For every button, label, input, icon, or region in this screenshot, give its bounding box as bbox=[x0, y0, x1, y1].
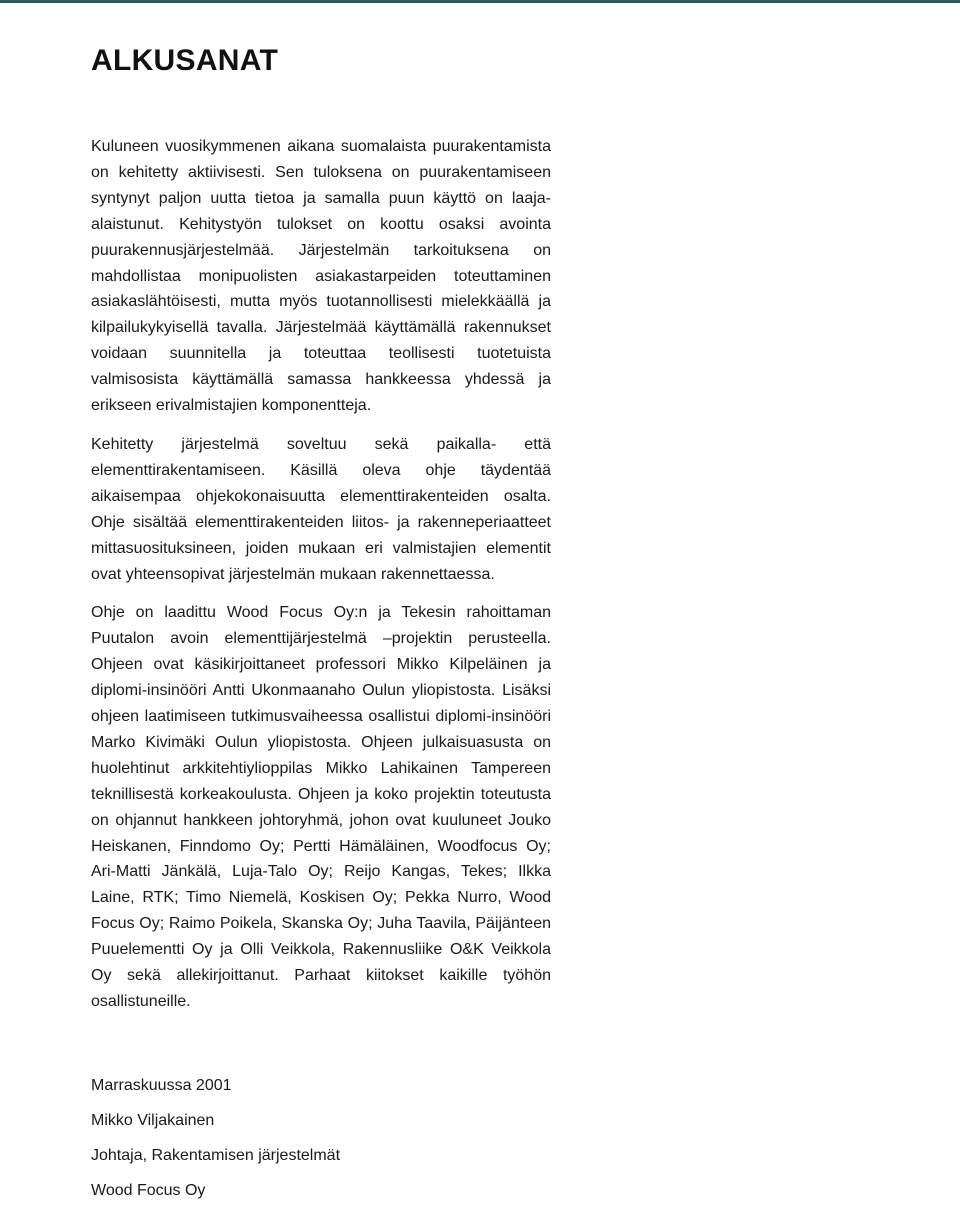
signature-block bbox=[91, 1075, 551, 1215]
paragraph-3: Ohje on laadittu Wood Focus Oy:n ja Tekesin rahoittaman Puutalon avoin elementtijärjestelmä –projektin perusteella. Ohjeen ovat käsikirjoittaneet professori Mikko Kilpeläinen ja diplomi-insinööri Antti Ukonmaanaho Oulun yliopistosta. Lisäksi ohjeen laatimiseen tutkimusvaiheessa osallistui diplomi-insinööri Marko Kivimäki Oulun yliopistosta. Ohjeen julkaisuasusta on huolehtinut arkkitehtiylioppilas Mikko Lahikainen Tampereen teknillisestä korkeakoulusta. Ohjeen ja koko projektin toteutusta on ohjannut hankkeen johtoryhmä, johon ovat kuuluneet Jouko Heiskanen, Finndomo Oy; Pertti Hämäläinen, Woodfocus Oy; Ari-Matti Jänkälä, Luja-Talo Oy; Reijo Kangas, Tekes; Ilkka Laine, RTK; Timo Niemelä, Koskisen Oy; Pekka Nurro, Wood Focus Oy; Raimo Poikela, Skanska Oy; Juha Taavila, Päijänteen Puuelementti Oy ja Olli Veikkola, Rakennusliike O&K Veikkola Oy sekä allekirjoittanut. Parhaat kiitokset kaikille työhön osallistuneille. bbox=[91, 604, 551, 1010]
body-text bbox=[91, 134, 551, 1028]
signature-name: Mikko Viljakainen bbox=[91, 1112, 215, 1129]
signature-company: Wood Focus Oy bbox=[91, 1182, 206, 1199]
paragraph-1: Kuluneen vuosikymmenen aikana suomalaista puurakentamista on kehitetty aktiivisesti. Sen tuloksena on puurakentamiseen syntynyt paljon uutta tietoa ja samalla puun käyttö on laaja-alaistunut. Kehitystyön tulokset on koottu osaksi avointa puurakennusjärjestelmää. Järjestelmän tarkoituksena on mahdollistaa monipuolisten asiakastarpeiden toteuttaminen asiakaslähtöisesti, mutta myös tuotannollisesti mielekkäällä ja kilpailukykyisellä tavalla. Järjestelmää käyttämällä rakennukset voidaan suunnitella ja toteuttaa teollisesti tuotetuista valmisosista käyttämällä samassa hankkeessa yhdessä ja erikseen erivalmistajien komponentteja. bbox=[91, 138, 551, 415]
page-title: ALKUSANAT bbox=[91, 44, 279, 77]
signature-date: Marraskuussa 2001 bbox=[91, 1077, 232, 1094]
paragraph-2: Kehitetty järjestelmä soveltuu sekä paikalla- että elementtirakentamiseen. Käsillä oleva ohje täydentää aikaisempaa ohjekokonaisuutta elementtirakenteiden osalta. Ohje sisältää elementtirakenteiden liitos- ja rakenneperiaatteet mittasuosituksineen, joiden mukaan eri valmistajien elementit ovat yhteensopivat järjestelmän mukaan rakennettaessa. bbox=[91, 435, 551, 583]
signature-role: Johtaja, Rakentamisen järjestelmät bbox=[91, 1147, 341, 1164]
top-rule bbox=[0, 0, 960, 3]
